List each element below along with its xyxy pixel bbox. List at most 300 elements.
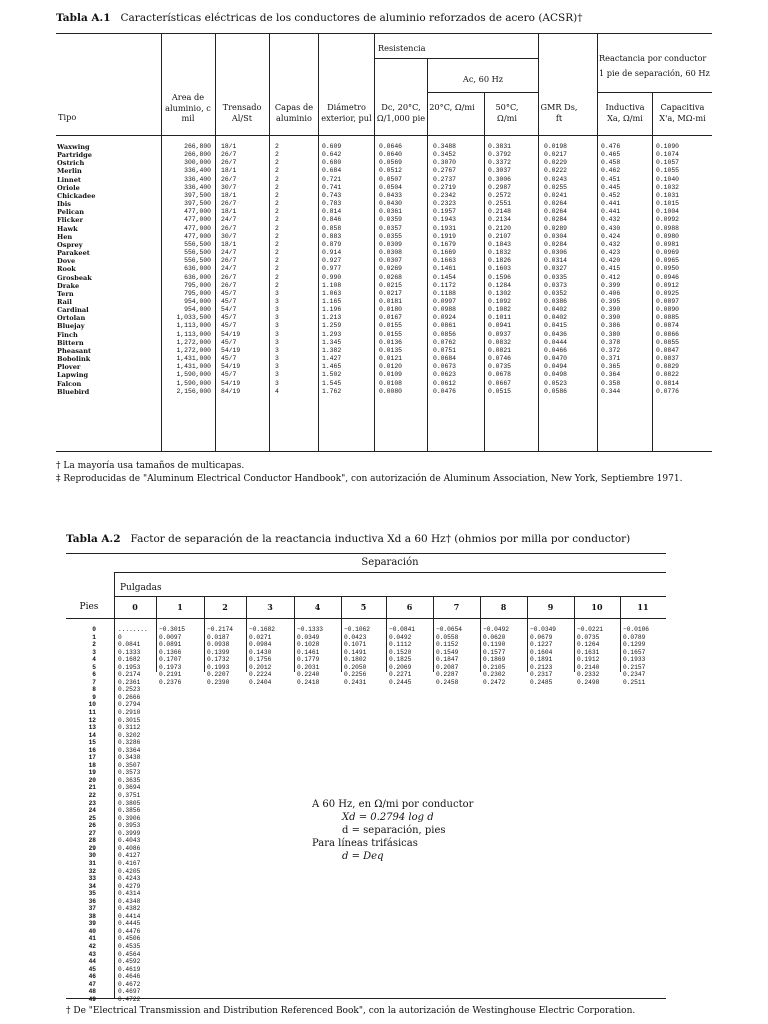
inch0-cell: 0.4382 [118,905,141,913]
gmr-cell: 0.0444 [544,338,568,346]
dc20-cell: 0.0215 [379,281,403,289]
dc20-cell: 0.0155 [379,330,403,338]
pies-cell: 20 [88,776,96,784]
area-cell: 795,000 [184,289,211,297]
inch0-cell: 0.4592 [118,958,141,966]
pies-cell: 22 [88,792,96,800]
pies-cell: 25 [88,814,96,822]
pulgadas-label: Pulgadas [120,583,162,593]
dc20-cell: 0.0308 [379,249,403,257]
table2-footnote: † De "Electrical Transmission and Distribution Referenced Book", con la autorización de Westinghouse Electric Corporation. [66,1006,636,1016]
ac50-cell: 0.1302 [488,289,512,297]
inch-cell: 0.1802 [344,656,367,664]
column-capas [275,143,279,396]
table2-title [66,533,630,545]
inch0-cell: 0.4722 [118,995,141,1003]
inch-cell: 0.1366 [159,648,182,656]
ac20-cell: 0.1454 [433,273,457,281]
inch0-cell: 0.4476 [118,927,141,935]
inch-cell: 0.2105 [483,663,506,671]
inch0-cell: 0.3694 [118,784,141,792]
capacitiva-cell: 0.0847 [656,346,680,354]
gmr-cell: 0.0264 [544,208,568,216]
dc20-cell: 0.0108 [379,379,403,387]
inch-cell: 0.1657 [623,648,646,656]
capacitiva-cell: 0.1031 [656,191,680,199]
gmr-cell: 0.0304 [544,232,568,240]
inch-cell: 0.1461 [297,648,320,656]
dc20-cell: 0.0361 [379,208,403,216]
capacitiva-cell: 0.0890 [656,306,680,314]
table1-header-rule [56,135,712,136]
inch-cell: 0.1847 [436,656,459,664]
inch-header: 2 [222,602,228,612]
pies-cell: 41 [88,935,96,943]
inch-cell: 0.2472 [483,678,506,686]
inch-cell: 0.2445 [389,678,412,686]
gmr-cell: 0.0289 [544,224,568,232]
capas-cell: 2 [275,151,279,159]
area-cell: 1,033,500 [176,314,211,322]
ac50-cell: 0.1082 [488,306,512,314]
ac20-cell: 0.0856 [433,330,457,338]
dc20-cell: 0.0120 [379,363,403,371]
pies-cell: 26 [88,822,96,830]
tipo-cell: Pheasant [57,346,92,355]
column-trensado [221,143,240,396]
inductiva-cell: 0.420 [601,257,621,265]
diametro-cell: 1.108 [322,281,342,289]
trensado-cell: 45/7 [221,371,237,379]
inductiva-cell: 0.380 [601,330,621,338]
tipo-cell: Hen [57,232,73,241]
hdr-capas: Capas de aluminio [274,102,314,123]
ac50-cell: 0.1843 [488,240,512,248]
tipo-cell: Falcon [57,379,82,388]
inch0-cell: 0.3999 [118,829,141,837]
dc20-cell: 0.0355 [379,232,403,240]
area-cell: 477,000 [184,232,211,240]
inch0-cell: 0.4619 [118,965,141,973]
diametro-cell: 1.762 [322,387,342,395]
capas-cell: 3 [275,322,279,330]
separacion-label: Separación [361,557,419,568]
inch-cell: 0.1707 [159,656,182,664]
inch0-cell: 0.2666 [118,693,141,701]
inch-cell: 0.2347 [623,671,646,679]
tipo-cell: Osprey [57,240,83,249]
diametro-cell: 1.165 [322,297,342,305]
pies-cell: 35 [88,890,96,898]
inch-cell: −0.3015 [159,626,185,633]
inch-cell: 0.1732 [207,656,230,664]
dc20-cell: 0.0269 [379,265,403,273]
inch-cell: 0.1112 [389,641,412,649]
tipo-cell: Bluejay [57,322,85,331]
inductiva-cell: 0.390 [601,306,621,314]
capacitiva-cell: 0.0965 [656,257,680,265]
diametro-cell: 0.883 [322,232,342,240]
diametro-cell: 0.814 [322,208,342,216]
hdr-ac60: Ac, 60 Hz [462,74,504,84]
inch0-cell: 0.4348 [118,897,141,905]
dc20-cell: 0.0569 [379,159,403,167]
area-cell: 477,000 [184,224,211,232]
pies-cell: 13 [88,724,96,732]
inch0-cell: 0.2910 [118,709,141,717]
formula-line-5: d = Deq [342,851,384,862]
diametro-cell: 0.914 [322,249,342,257]
separacion-rule [114,572,666,573]
inch-cell: 0.1299 [623,641,646,649]
gmr-cell: 0.0306 [544,249,568,257]
inch-cell: 0.1779 [297,656,320,664]
inch-cell: 0.1891 [530,656,553,664]
area-cell: 336,400 [184,183,211,191]
ac20-cell: 0.1461 [433,265,457,273]
diametro-cell: 1.063 [322,289,342,297]
diametro-cell: 0.609 [322,143,342,150]
inch-column [249,626,275,686]
ac20-cell: 0.0988 [433,306,457,314]
pies-cell: 15 [88,739,96,747]
gmr-cell: 0.0198 [544,143,568,150]
inch0-cell: 0.2174 [118,671,141,679]
formula-line-3: d = separación, pies [342,825,446,836]
area-cell: 954,000 [184,297,211,305]
trensado-cell: 18/1 [221,167,237,175]
trensado-cell: 18/1 [221,240,237,248]
hdr-gmr: GMR Ds, ft [540,102,578,123]
column-ac20 [433,143,456,396]
diametro-cell: 0.927 [322,257,342,265]
gmr-cell: 0.0243 [544,175,568,183]
capacitiva-cell: 0.0925 [656,289,680,297]
inch0-cell: 0.3507 [118,761,141,769]
dc20-cell: 0.0357 [379,224,403,232]
pies-cell: 1 [92,633,96,641]
diametro-cell: 0.846 [322,216,342,224]
gmr-cell: 0.0373 [544,281,568,289]
area-cell: 1,113,000 [176,330,211,338]
inch0-cell: 0.4314 [118,890,141,898]
inch-cell: 0.2256 [344,671,367,679]
pies-cell: 45 [88,965,96,973]
formula-line-4: Para líneas trifásicas [312,838,418,849]
inch-cell: 0.1825 [389,656,412,664]
pies-cell: 0 [92,626,96,633]
area-cell: 556,500 [184,240,211,248]
hdr-trensado: Trensado Al/St [222,102,262,123]
inductiva-cell: 0.378 [601,338,621,346]
resistencia-rule [374,58,538,59]
inductiva-cell: 0.386 [601,322,621,330]
area-cell: 636,000 [184,273,211,281]
inch-cell: 0.2191 [159,671,182,679]
pies-cell: 24 [88,807,96,815]
tipo-cell: Ibis [57,200,71,209]
ac20-cell: 0.1931 [433,224,457,232]
hdr-ac50: 50°C, Ω/mi [495,102,519,123]
dc20-cell: 0.0135 [379,346,403,354]
pies-cell: 28 [88,837,96,845]
capas-cell: 2 [275,265,279,273]
pies-cell: 17 [88,754,96,762]
tipo-cell: Ostrich [57,159,85,168]
tipo-cell: Oriole [57,183,80,192]
inch0-cell: 0.2794 [118,701,141,709]
pies-cell: 10 [88,701,96,709]
inch-cell: 0.2376 [159,678,182,686]
inch-column [483,626,509,686]
inch-cell: 0.2390 [207,678,230,686]
inch0-cell: ........ [118,626,148,633]
inch-header: 1 [177,602,183,612]
ac20-cell: 0.2342 [433,191,457,199]
inch-column [344,626,370,686]
ac20-cell: 0.1188 [433,289,457,297]
area-cell: 300,000 [184,159,211,167]
hdr-inductiva: Inductiva Xa, Ω/mi [605,102,645,123]
capas-cell: 2 [275,208,279,216]
inch-cell: 0.0789 [623,633,646,641]
tipo-cell: Waxwing [57,143,90,151]
tipo-cell: Plover [57,363,81,372]
capacitiva-cell: 0.1015 [656,200,680,208]
gmr-cell: 0.0314 [544,257,568,265]
dc20-cell: 0.0109 [379,371,403,379]
tipo-cell: Hawk [57,224,78,233]
inch0-cell: 0.3364 [118,746,141,754]
pies-cell: 7 [92,678,96,686]
diametro-cell: 1.259 [322,322,342,330]
area-cell: 1,272,000 [176,346,211,354]
area-cell: 1,590,000 [176,371,211,379]
pies-cell: 3 [92,648,96,656]
pies-cell: 42 [88,942,96,950]
capacitiva-cell: 0.1090 [656,143,680,150]
capas-cell: 2 [275,159,279,167]
inch-cell: 0.2140 [577,663,600,671]
inch-cell: −0.1333 [297,626,323,633]
diametro-cell: 1.196 [322,306,342,314]
tipo-cell: Bluebird [57,387,90,396]
inductiva-cell: 0.465 [601,151,621,159]
trensado-cell: 54/19 [221,346,241,354]
ac50-cell: 0.3006 [488,175,512,183]
pies-cell: 34 [88,882,96,890]
pies-cell: 21 [88,784,96,792]
table1-footnote-1: † La mayoría usa tamaños de multicapas. [56,461,245,471]
area-cell: 556,500 [184,249,211,257]
tipo-cell: Linnet [57,175,81,184]
trensado-cell: 26/7 [221,273,237,281]
inch-cell: 0.0271 [249,633,272,641]
trensado-cell: 26/7 [221,151,237,159]
ac50-cell: 0.3792 [488,151,512,159]
dc20-cell: 0.0359 [379,216,403,224]
gmr-cell: 0.0494 [544,363,568,371]
gmr-cell: 0.0222 [544,167,568,175]
capacitiva-cell: 0.0992 [656,216,680,224]
ac20-cell: 0.1669 [433,249,457,257]
ac50-cell: 0.2120 [488,224,512,232]
pies-cell: 38 [88,912,96,920]
inch-header: 11 [637,602,649,612]
inch0-cell: 0.1333 [118,648,141,656]
trensado-cell: 30/7 [221,183,237,191]
capacitiva-cell: 0.0969 [656,249,680,257]
pies-cell: 11 [88,709,96,717]
table2-label: Tabla A.2 [66,533,121,545]
tipo-cell: Merlin [57,167,82,176]
inductiva-cell: 0.441 [601,208,621,216]
capacitiva-cell: 0.0855 [656,338,680,346]
table1-top-rule [56,33,712,34]
capacitiva-cell: 0.1032 [656,183,680,191]
pies-cell: 36 [88,897,96,905]
pies-label: Pies [79,602,99,612]
hdr-capacitiva: Capacitiva X'a, MΩ-mi [659,102,706,123]
capas-cell: 3 [275,355,279,363]
inch-header: 9 [547,602,554,612]
ac50-cell: 0.1832 [488,249,512,257]
reactancia-rule [597,92,712,93]
column-diametro [322,143,341,396]
dc20-cell: 0.0167 [379,314,403,322]
pies-cell: 5 [92,663,96,671]
capas-cell: 3 [275,314,279,322]
inch-column [530,626,556,686]
dc20-cell: 0.0309 [379,240,403,248]
diametro-cell: 1.382 [322,346,342,354]
inch-cell: 0.2498 [577,678,600,686]
ac50-cell: 0.0832 [488,338,512,346]
inch-cell: 0.2050 [344,663,367,671]
tipo-cell: Parakeet [57,249,90,258]
trensado-cell: 24/7 [221,216,237,224]
pies-cell: 48 [88,988,96,996]
table1-title [56,12,583,24]
table1-bottom-rule [56,451,712,452]
dc20-cell: 0.0307 [379,257,403,265]
hdr-tipo: Tipo [58,112,77,122]
gmr-cell: 0.0241 [544,191,568,199]
diametro-cell: 0.990 [322,273,342,281]
tipo-cell: Chickadee [57,191,96,200]
capacitiva-cell: 0.0912 [656,281,680,289]
inch0-cell: 0.4414 [118,912,141,920]
inch-column [207,626,233,686]
inch-cell: −0.0841 [389,626,415,633]
inch0-cell: 0.4243 [118,875,141,883]
tipo-cell: Rook [57,265,76,274]
inch-header: 8 [500,602,507,612]
area-cell: 336,400 [184,175,211,183]
hdr-dc20: Dc, 20°C, Ω/1,000 pie [376,102,426,123]
inch0-cell: 0.2523 [118,686,141,694]
inch-cell: 0.1912 [577,656,600,664]
inch-cell: 0.2302 [483,671,506,679]
capacitiva-cell: 0.0814 [656,379,680,387]
gmr-cell: 0.0386 [544,297,568,305]
inch-cell: 0.2087 [436,663,459,671]
gmr-cell: 0.0466 [544,346,568,354]
pies-cell: 47 [88,980,96,988]
diametro-cell: 0.858 [322,224,342,232]
table2-caption: Factor de separación de la reactancia inductiva Xd a 60 Hz† (ohmios por milla por conductor) [130,533,631,545]
pies-cell: 46 [88,973,96,981]
inch0-cell: 0.3856 [118,807,141,815]
inch-column [159,626,185,686]
inch-cell: 0.1190 [483,641,506,649]
trensado-cell: 26/7 [221,159,237,167]
trensado-cell: 54/7 [221,306,237,314]
ac50-cell: 0.1011 [488,314,512,322]
capas-cell: 3 [275,297,279,305]
pies-cell: 2 [92,641,96,649]
capacitiva-cell: 0.1004 [656,208,680,216]
inch-cell: −0.2174 [207,626,233,633]
inch-cell: 0.2271 [389,671,412,679]
capacitiva-cell: 0.0981 [656,240,680,248]
capas-cell: 2 [275,257,279,265]
pies-cell: 23 [88,799,96,807]
inch-cell: 0.2123 [530,663,553,671]
inch-cell: −0.0654 [436,626,462,633]
inductiva-cell: 0.424 [601,232,621,240]
inductiva-cell: 0.395 [601,297,621,305]
inch-cell: 0.1549 [436,648,459,656]
inductiva-cell: 0.423 [601,249,621,257]
inch-cell: 0.1577 [483,648,506,656]
ac60-rule [427,92,538,93]
inch0-cell: 0.2361 [118,678,141,686]
capas-cell: 2 [275,216,279,224]
ac50-cell: 0.2572 [488,191,512,199]
ac50-cell: 0.1284 [488,281,512,289]
inch-cell: 0.0187 [207,633,230,641]
trensado-cell: 18/1 [221,208,237,216]
inch-cell: 0.1520 [389,648,412,656]
ac50-cell: 0.3831 [488,143,512,150]
column-dc20 [379,143,402,396]
inch-column [389,626,415,686]
tipo-cell: Rail [57,297,72,306]
ac20-cell: 0.1943 [433,216,457,224]
diametro-cell: 1.345 [322,338,342,346]
pies-cell: 43 [88,950,96,958]
ac50-cell: 0.1826 [488,257,512,265]
inch-cell: 0.1491 [344,648,367,656]
inch-header: 6 [406,602,413,612]
inch0-cell: 0.4205 [118,867,141,875]
dc20-cell: 0.0180 [379,306,403,314]
trensado-cell: 54/19 [221,379,241,387]
inch-cell: 0.1028 [297,641,320,649]
inductiva-cell: 0.364 [601,371,621,379]
inductiva-cell: 0.372 [601,346,621,354]
column-tipo [57,143,95,396]
inductiva-cell: 0.462 [601,167,621,175]
ac20-cell: 0.0684 [433,355,457,363]
inch-cell: 0.2069 [389,663,412,671]
hdr-ac20: 20°C, Ω/mi [429,102,475,112]
dc20-cell: 0.0430 [379,200,403,208]
inch-cell: 0.2332 [577,671,600,679]
inch-header: 7 [453,602,460,612]
trensado-cell: 30/7 [221,232,237,240]
